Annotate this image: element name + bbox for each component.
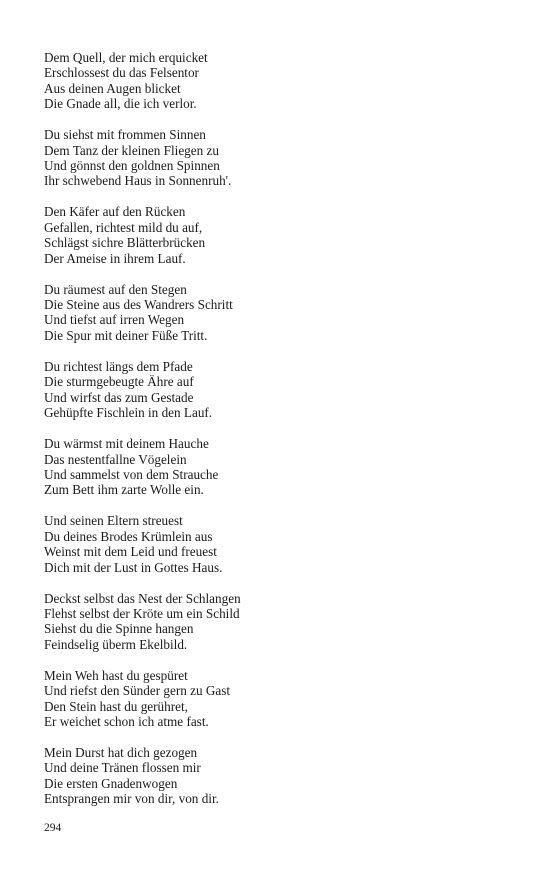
verse-line: Er weichet schon ich atme fast. bbox=[44, 713, 209, 729]
verse-line: Dem Tanz der kleinen Fliegen zu bbox=[44, 142, 219, 158]
stanza bbox=[44, 436, 524, 498]
verse-line: Du siehst mit frommen Sinnen bbox=[44, 127, 206, 143]
page-number: 294 bbox=[44, 822, 62, 834]
verse-line: Du wärmst mit deinem Hauche bbox=[44, 436, 209, 452]
verse-line: Und gönnst den goldnen Spinnen bbox=[44, 158, 220, 174]
stanza bbox=[44, 282, 524, 344]
verse-line: Und riefst den Sünder gern zu Gast bbox=[44, 683, 231, 699]
stanza bbox=[44, 204, 524, 266]
verse-line: Und deine Tränen flossen mir bbox=[44, 760, 201, 776]
verse-line: Weinst mit dem Leid und freuest bbox=[44, 544, 217, 560]
verse-line: Siehst du die Spinne hangen bbox=[44, 621, 194, 637]
verse-line: Die sturmgebeugte Ähre auf bbox=[44, 374, 194, 390]
verse-line: Und sammelst von dem Strauche bbox=[44, 466, 219, 482]
verse-line: Dich mit der Lust in Gottes Haus. bbox=[44, 559, 223, 575]
stanza bbox=[44, 668, 524, 730]
stanza bbox=[44, 745, 524, 807]
verse-line: Zum Bett ihm zarte Wolle ein. bbox=[44, 482, 204, 498]
verse-line: Das nestentfallne Vögelein bbox=[44, 451, 187, 467]
verse-line: Feindselig überm Ekelbild. bbox=[44, 636, 188, 652]
verse-line: Flehst selbst der Kröte um ein Schild bbox=[44, 605, 240, 621]
verse-line: Entsprangen mir von dir, von dir. bbox=[44, 791, 219, 807]
verse-line: Ihr schwebend Haus in Sonnenruh'. bbox=[44, 173, 232, 189]
stanza bbox=[44, 127, 524, 189]
stanza bbox=[44, 50, 524, 112]
verse-line: Du räumest auf den Stegen bbox=[44, 281, 187, 297]
verse-line: Schlägst sichre Blätterbrücken bbox=[44, 235, 206, 251]
verse-line: Die Gnade all, die ich verlor. bbox=[44, 96, 197, 112]
verse-line: Du richtest längs dem Pfade bbox=[44, 358, 193, 374]
verse-line: Erschlossest du das Felsentor bbox=[44, 65, 199, 81]
verse-line: Du deines Brodes Krümlein aus bbox=[44, 528, 213, 544]
verse-line: Mein Weh hast du gespüret bbox=[44, 667, 188, 683]
verse-line: Aus deinen Augen blicket bbox=[44, 80, 181, 96]
verse-line: Gehüpfte Fischlein in den Lauf. bbox=[44, 405, 213, 421]
verse-line: Mein Durst hat dich gezogen bbox=[44, 744, 198, 760]
poem-text bbox=[44, 50, 524, 822]
verse-line: Die ersten Gnadenwogen bbox=[44, 775, 178, 791]
verse-line: Deckst selbst das Nest der Schlangen bbox=[44, 590, 241, 606]
verse-line: Gefallen, richtest mild du auf, bbox=[44, 219, 203, 235]
verse-line: Der Ameise in ihrem Lauf. bbox=[44, 250, 186, 266]
verse-line: Und tiefst auf irren Wegen bbox=[44, 312, 185, 328]
stanza bbox=[44, 513, 524, 575]
verse-line: Die Spur mit deiner Füße Tritt. bbox=[44, 327, 208, 343]
verse-line: Dem Quell, der mich erquicket bbox=[44, 50, 208, 65]
verse-line: Und seinen Eltern streuest bbox=[44, 513, 183, 529]
verse-line: Den Käfer auf den Rücken bbox=[44, 204, 186, 220]
verse-line: Den Stein hast du gerühret, bbox=[44, 698, 188, 714]
verse-line: Und wirfst das zum Gestade bbox=[44, 389, 194, 405]
stanza bbox=[44, 359, 524, 421]
verse-line: Die Steine aus des Wandrers Schritt bbox=[44, 297, 233, 313]
stanza bbox=[44, 591, 524, 653]
